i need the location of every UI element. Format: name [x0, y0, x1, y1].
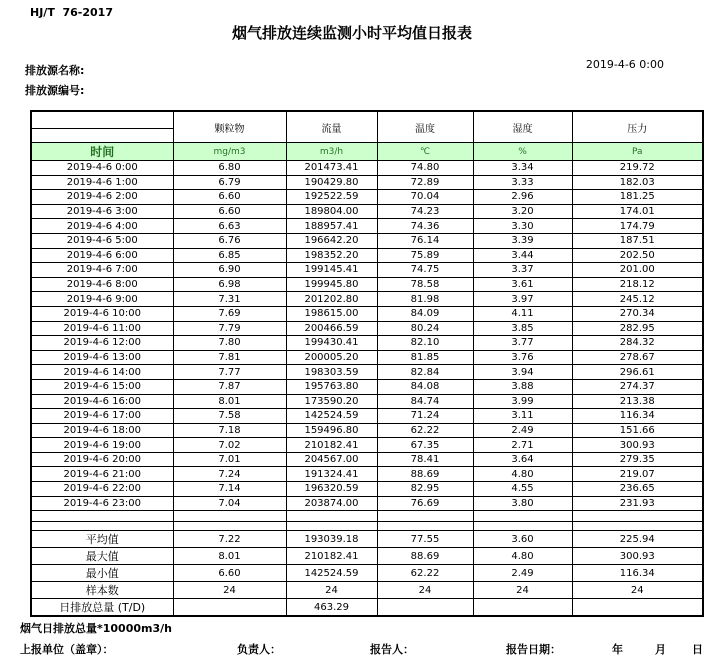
- value-cell: 6.79: [173, 175, 286, 190]
- table-row: [31, 394, 703, 409]
- summary-value-cell: [572, 599, 703, 617]
- report-datetime: 2019-4-6 0:00: [585, 58, 664, 71]
- value-cell: 296.61: [572, 365, 703, 380]
- value-cell: 7.79: [173, 321, 286, 336]
- summary-label: 最小值: [31, 565, 173, 582]
- value-cell: 3.44: [473, 248, 572, 263]
- table-row: [31, 409, 703, 424]
- value-cell: 181.25: [572, 190, 703, 205]
- page-title: 烟气排放连续监测小时平均值日报表: [231, 24, 472, 42]
- corner-cell-bottom: [31, 129, 173, 143]
- value-cell: 213.38: [572, 394, 703, 409]
- summary-value-cell: [173, 599, 286, 617]
- summary-value-cell: 4.80: [473, 548, 572, 565]
- value-cell: 3.77: [473, 336, 572, 351]
- value-cell: 6.63: [173, 219, 286, 234]
- value-cell: 6.60: [173, 190, 286, 205]
- summary-value-cell: 24: [473, 582, 572, 599]
- value-cell: 3.88: [473, 379, 572, 394]
- summary-value-cell: 210182.41: [286, 548, 377, 565]
- value-cell: 284.32: [572, 336, 703, 351]
- month-label: 月: [655, 643, 666, 656]
- value-cell: 200005.20: [286, 350, 377, 365]
- value-cell: 70.04: [377, 190, 473, 205]
- value-cell: 174.01: [572, 204, 703, 219]
- unit-row: [31, 143, 703, 161]
- value-cell: 74.23: [377, 204, 473, 219]
- value-cell: 7.69: [173, 306, 286, 321]
- value-cell: 76.14: [377, 233, 473, 248]
- table-row: [31, 306, 703, 321]
- value-cell: 182.03: [572, 175, 703, 190]
- table-row: [31, 219, 703, 234]
- value-cell: 6.76: [173, 233, 286, 248]
- summary-value-cell: 116.34: [572, 565, 703, 582]
- time-cell: 2019-4-6 5:00: [31, 233, 173, 248]
- time-cell: 2019-4-6 15:00: [31, 379, 173, 394]
- summary-row: [31, 548, 703, 565]
- value-cell: 4.55: [473, 482, 572, 497]
- value-cell: 84.09: [377, 306, 473, 321]
- value-cell: 189804.00: [286, 204, 377, 219]
- value-cell: 78.58: [377, 277, 473, 292]
- value-cell: 82.95: [377, 482, 473, 497]
- value-cell: 199145.41: [286, 263, 377, 278]
- time-cell: 2019-4-6 12:00: [31, 336, 173, 351]
- value-cell: 245.12: [572, 292, 703, 307]
- value-cell: 188957.41: [286, 219, 377, 234]
- value-cell: 231.93: [572, 496, 703, 511]
- value-cell: 219.07: [572, 467, 703, 482]
- value-cell: 203874.00: [286, 496, 377, 511]
- value-cell: 4.80: [473, 467, 572, 482]
- signature-line: [0, 641, 704, 659]
- table-row: [31, 321, 703, 336]
- summary-label: 样本数: [31, 582, 173, 599]
- table-row: [31, 204, 703, 219]
- value-cell: 80.24: [377, 321, 473, 336]
- time-cell: 2019-4-6 11:00: [31, 321, 173, 336]
- value-cell: 72.89: [377, 175, 473, 190]
- value-cell: 202.50: [572, 248, 703, 263]
- value-cell: 270.34: [572, 306, 703, 321]
- table-row: [31, 438, 703, 453]
- spacer-row: [31, 522, 703, 531]
- value-cell: 198615.00: [286, 306, 377, 321]
- empty-cell: [572, 511, 703, 522]
- summary-value-cell: [377, 599, 473, 617]
- standard-number: HJ/T 76-2017: [30, 6, 113, 19]
- value-cell: 300.93: [572, 438, 703, 453]
- time-cell: 2019-4-6 19:00: [31, 438, 173, 453]
- summary-value-cell: 142524.59: [286, 565, 377, 582]
- value-cell: 187.51: [572, 233, 703, 248]
- time-cell: 2019-4-6 1:00: [31, 175, 173, 190]
- value-cell: 196642.20: [286, 233, 377, 248]
- value-cell: 198303.59: [286, 365, 377, 380]
- value-cell: 199430.41: [286, 336, 377, 351]
- summary-value-cell: 8.01: [173, 548, 286, 565]
- value-cell: 7.24: [173, 467, 286, 482]
- value-cell: 7.14: [173, 482, 286, 497]
- column-header: 流量: [286, 111, 377, 143]
- value-cell: 159496.80: [286, 423, 377, 438]
- empty-cell: [31, 511, 173, 522]
- value-cell: 279.35: [572, 452, 703, 467]
- value-cell: 75.89: [377, 248, 473, 263]
- value-cell: 151.66: [572, 423, 703, 438]
- empty-cell: [173, 522, 286, 531]
- unit-cell: ℃: [377, 143, 473, 161]
- value-cell: 84.74: [377, 394, 473, 409]
- value-cell: 274.37: [572, 379, 703, 394]
- summary-value-cell: [473, 599, 572, 617]
- value-cell: 278.67: [572, 350, 703, 365]
- value-cell: 142524.59: [286, 409, 377, 424]
- table-row: [31, 482, 703, 497]
- time-cell: 2019-4-6 8:00: [31, 277, 173, 292]
- value-cell: 3.33: [473, 175, 572, 190]
- time-cell: 2019-4-6 16:00: [31, 394, 173, 409]
- summary-value-cell: 77.55: [377, 531, 473, 548]
- value-cell: 200466.59: [286, 321, 377, 336]
- value-cell: 6.85: [173, 248, 286, 263]
- value-cell: 82.84: [377, 365, 473, 380]
- summary-value-cell: 7.22: [173, 531, 286, 548]
- time-cell: 2019-4-6 9:00: [31, 292, 173, 307]
- value-cell: 76.69: [377, 496, 473, 511]
- time-cell: 2019-4-6 21:00: [31, 467, 173, 482]
- empty-cell: [473, 511, 572, 522]
- value-cell: 210182.41: [286, 438, 377, 453]
- unit-cell: m3/h: [286, 143, 377, 161]
- summary-row: [31, 565, 703, 582]
- value-cell: 199945.80: [286, 277, 377, 292]
- corner-cell-top: [31, 111, 173, 129]
- spacer-row: [31, 511, 703, 522]
- value-cell: 7.81: [173, 350, 286, 365]
- summary-value-cell: 2.49: [473, 565, 572, 582]
- value-cell: 7.04: [173, 496, 286, 511]
- value-cell: 4.11: [473, 306, 572, 321]
- value-cell: 3.76: [473, 350, 572, 365]
- summary-value-cell: 62.22: [377, 565, 473, 582]
- value-cell: 3.97: [473, 292, 572, 307]
- value-cell: 7.87: [173, 379, 286, 394]
- value-cell: 67.35: [377, 438, 473, 453]
- value-cell: 6.60: [173, 204, 286, 219]
- summary-label: 日排放总量 (T/D): [31, 599, 173, 617]
- summary-label: 平均值: [31, 531, 173, 548]
- table-row: [31, 496, 703, 511]
- summary-value-cell: 193039.18: [286, 531, 377, 548]
- value-cell: 219.72: [572, 161, 703, 176]
- time-cell: 2019-4-6 6:00: [31, 248, 173, 263]
- value-cell: 6.90: [173, 263, 286, 278]
- value-cell: 88.69: [377, 467, 473, 482]
- value-cell: 78.41: [377, 452, 473, 467]
- value-cell: 74.75: [377, 263, 473, 278]
- time-cell: 2019-4-6 22:00: [31, 482, 173, 497]
- source-name-label: 排放源名称:: [25, 64, 85, 77]
- value-cell: 191324.41: [286, 467, 377, 482]
- empty-cell: [31, 522, 173, 531]
- table-row: [31, 423, 703, 438]
- value-cell: 218.12: [572, 277, 703, 292]
- value-cell: 84.08: [377, 379, 473, 394]
- value-cell: 7.77: [173, 365, 286, 380]
- summary-value-cell: 463.29: [286, 599, 377, 617]
- summary-row: [31, 582, 703, 599]
- value-cell: 7.18: [173, 423, 286, 438]
- daily-total-note: 烟气日排放总量*10000m3/h: [20, 622, 172, 635]
- empty-cell: [473, 522, 572, 531]
- empty-cell: [286, 522, 377, 531]
- column-header: 压力: [572, 111, 703, 143]
- time-cell: 2019-4-6 14:00: [31, 365, 173, 380]
- unit-cell: %: [473, 143, 572, 161]
- column-header: 湿度: [473, 111, 572, 143]
- summary-value-cell: 24: [377, 582, 473, 599]
- time-header: 时间: [31, 143, 173, 161]
- year-label: 年: [612, 643, 623, 656]
- value-cell: 3.20: [473, 204, 572, 219]
- empty-cell: [572, 522, 703, 531]
- unit-cell: Pa: [572, 143, 703, 161]
- monitoring-table: [30, 110, 704, 617]
- value-cell: 116.34: [572, 409, 703, 424]
- table-row: [31, 248, 703, 263]
- value-cell: 71.24: [377, 409, 473, 424]
- value-cell: 195763.80: [286, 379, 377, 394]
- value-cell: 3.80: [473, 496, 572, 511]
- value-cell: 82.10: [377, 336, 473, 351]
- value-cell: 201.00: [572, 263, 703, 278]
- time-cell: 2019-4-6 3:00: [31, 204, 173, 219]
- time-cell: 2019-4-6 10:00: [31, 306, 173, 321]
- summary-row: [31, 599, 703, 617]
- reporting-unit-label: 上报单位（盖章）：: [20, 643, 114, 656]
- empty-cell: [377, 511, 473, 522]
- table-row: [31, 350, 703, 365]
- value-cell: 7.01: [173, 452, 286, 467]
- header-row-1: [31, 111, 703, 129]
- summary-value-cell: 24: [286, 582, 377, 599]
- column-header: 温度: [377, 111, 473, 143]
- summary-value-cell: 24: [572, 582, 703, 599]
- time-cell: 2019-4-6 2:00: [31, 190, 173, 205]
- value-cell: 7.58: [173, 409, 286, 424]
- time-cell: 2019-4-6 17:00: [31, 409, 173, 424]
- value-cell: 3.64: [473, 452, 572, 467]
- value-cell: 81.98: [377, 292, 473, 307]
- day-label: 日: [692, 643, 703, 656]
- table-row: [31, 263, 703, 278]
- value-cell: 3.37: [473, 263, 572, 278]
- summary-value-cell: 6.60: [173, 565, 286, 582]
- table-row: [31, 175, 703, 190]
- summary-value-cell: 225.94: [572, 531, 703, 548]
- empty-cell: [377, 522, 473, 531]
- summary-value-cell: 88.69: [377, 548, 473, 565]
- value-cell: 7.80: [173, 336, 286, 351]
- value-cell: 3.61: [473, 277, 572, 292]
- summary-row: [31, 531, 703, 548]
- table-row: [31, 277, 703, 292]
- value-cell: 6.98: [173, 277, 286, 292]
- value-cell: 3.11: [473, 409, 572, 424]
- value-cell: 204567.00: [286, 452, 377, 467]
- time-cell: 2019-4-6 23:00: [31, 496, 173, 511]
- empty-cell: [286, 511, 377, 522]
- table-row: [31, 336, 703, 351]
- value-cell: 173590.20: [286, 394, 377, 409]
- value-cell: 282.95: [572, 321, 703, 336]
- unit-cell: mg/m3: [173, 143, 286, 161]
- table-row: [31, 161, 703, 176]
- value-cell: 192522.59: [286, 190, 377, 205]
- table-row: [31, 467, 703, 482]
- reporter-label: 报告人：: [370, 643, 414, 656]
- value-cell: 2.71: [473, 438, 572, 453]
- time-cell: 2019-4-6 18:00: [31, 423, 173, 438]
- value-cell: 6.80: [173, 161, 286, 176]
- value-cell: 74.36: [377, 219, 473, 234]
- summary-label: 最大值: [31, 548, 173, 565]
- table-row: [31, 365, 703, 380]
- table-row: [31, 452, 703, 467]
- table-row: [31, 190, 703, 205]
- value-cell: 2.96: [473, 190, 572, 205]
- empty-cell: [173, 511, 286, 522]
- summary-value-cell: 300.93: [572, 548, 703, 565]
- value-cell: 174.79: [572, 219, 703, 234]
- value-cell: 3.34: [473, 161, 572, 176]
- time-cell: 2019-4-6 13:00: [31, 350, 173, 365]
- column-header: 颗粒物: [173, 111, 286, 143]
- value-cell: 3.94: [473, 365, 572, 380]
- summary-value-cell: 3.60: [473, 531, 572, 548]
- value-cell: 201202.80: [286, 292, 377, 307]
- value-cell: 2.49: [473, 423, 572, 438]
- value-cell: 3.99: [473, 394, 572, 409]
- value-cell: 62.22: [377, 423, 473, 438]
- value-cell: 196320.59: [286, 482, 377, 497]
- summary-value-cell: 24: [173, 582, 286, 599]
- table-row: [31, 233, 703, 248]
- manager-label: 负责人：: [237, 643, 281, 656]
- table-row: [31, 379, 703, 394]
- time-cell: 2019-4-6 7:00: [31, 263, 173, 278]
- value-cell: 201473.41: [286, 161, 377, 176]
- value-cell: 81.85: [377, 350, 473, 365]
- value-cell: 8.01: [173, 394, 286, 409]
- source-id-label: 排放源编号:: [25, 84, 85, 97]
- value-cell: 198352.20: [286, 248, 377, 263]
- time-cell: 2019-4-6 4:00: [31, 219, 173, 234]
- value-cell: 74.80: [377, 161, 473, 176]
- value-cell: 3.39: [473, 233, 572, 248]
- value-cell: 7.31: [173, 292, 286, 307]
- table-row: [31, 292, 703, 307]
- value-cell: 7.02: [173, 438, 286, 453]
- value-cell: 236.65: [572, 482, 703, 497]
- table-body: [31, 111, 703, 616]
- value-cell: 3.30: [473, 219, 572, 234]
- value-cell: 190429.80: [286, 175, 377, 190]
- time-cell: 2019-4-6 20:00: [31, 452, 173, 467]
- report-date-label: 报告日期：: [506, 643, 561, 656]
- value-cell: 3.85: [473, 321, 572, 336]
- time-cell: 2019-4-6 0:00: [31, 161, 173, 176]
